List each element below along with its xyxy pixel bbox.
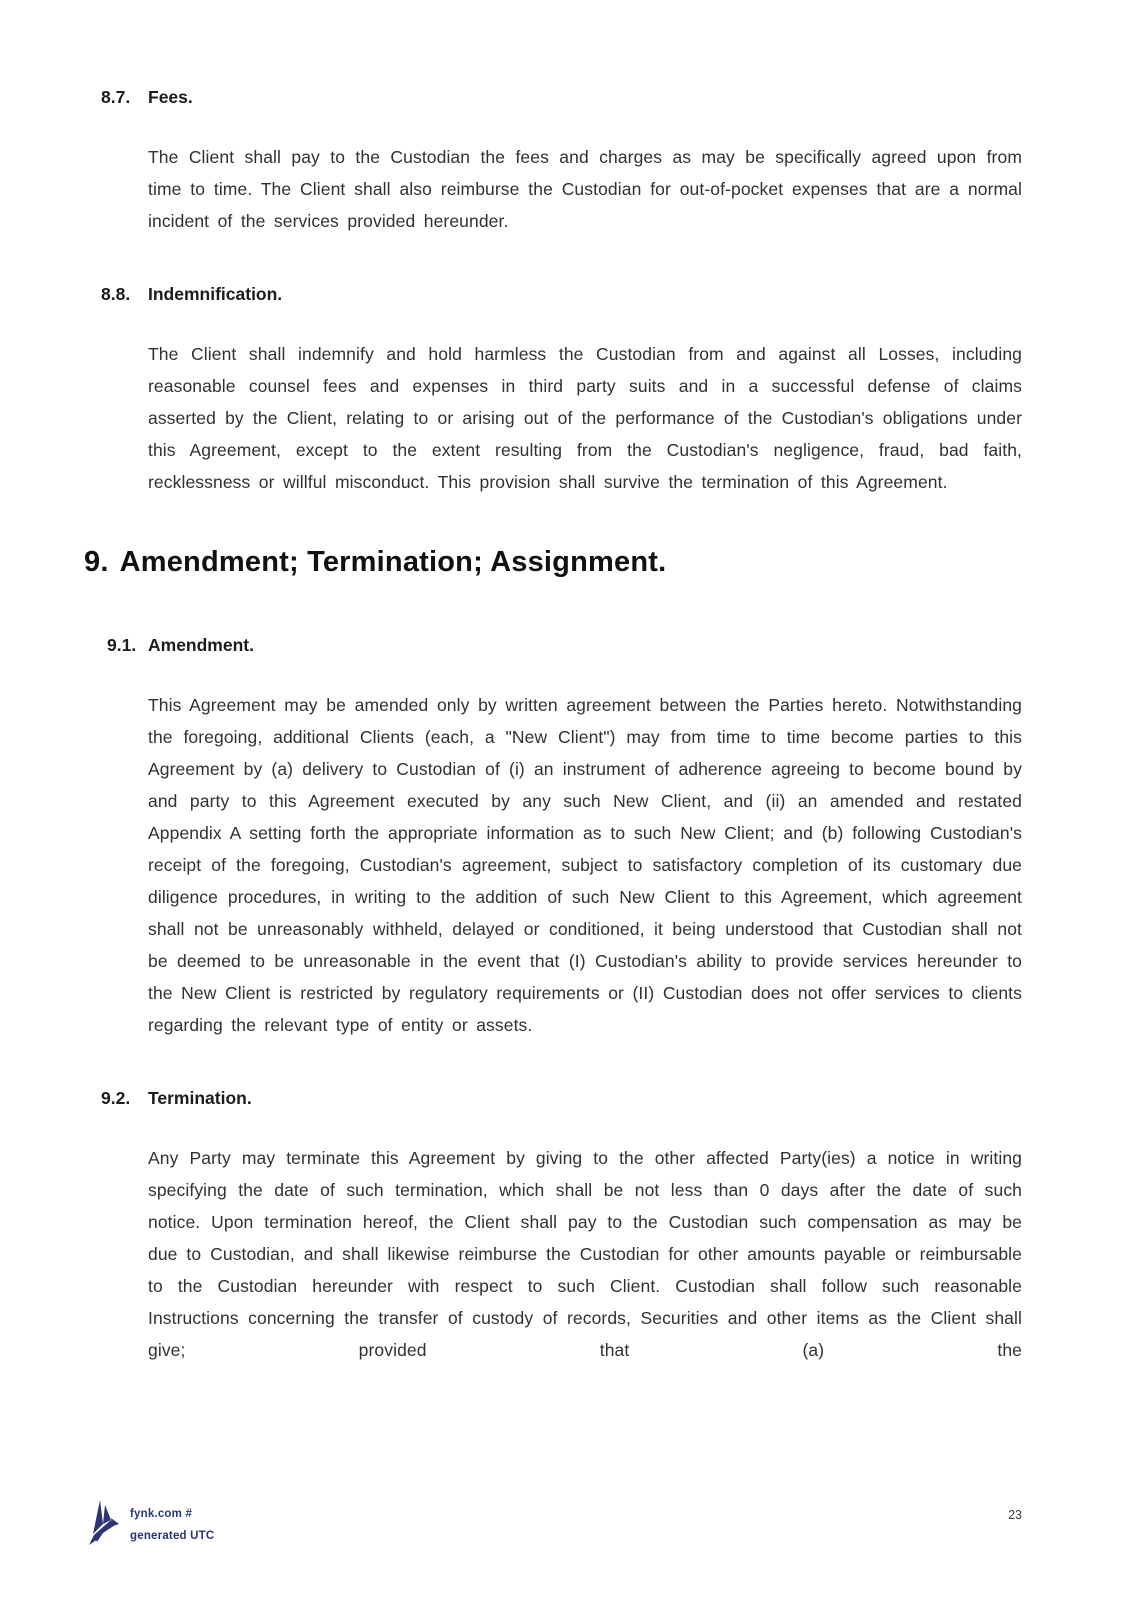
clause-8-7-text: The Client shall pay to the Custodian the fees and charges as may be specifically agreed upon from time to time. The Client shall also reimburse the Custodian for out-of-pocket expenses that are a normal incident of the services provided hereunder. — [148, 147, 1022, 231]
clause-title: Indemnification. — [148, 284, 283, 304]
page-footer — [0, 1498, 1131, 1558]
chapter-9-heading — [84, 544, 1022, 580]
clause-number: 9.2. — [101, 1088, 131, 1108]
clause-number: 9.1. — [107, 635, 137, 655]
clause-8-7 — [101, 86, 1022, 237]
clause-title: Amendment. — [148, 635, 254, 655]
clause-9-2-heading — [101, 1087, 1022, 1109]
clause-8-8 — [101, 283, 1022, 498]
footer-brand-line2: generated UTC — [130, 1530, 215, 1542]
fynk-crane-logo-icon — [89, 1500, 119, 1546]
clause-8-7-heading — [101, 86, 1022, 108]
clause-number: 8.7. — [101, 87, 131, 107]
clause-9-2 — [101, 1087, 1022, 1366]
clause-title: Fees. — [148, 87, 193, 107]
clause-title: Termination. — [148, 1088, 252, 1108]
clause-9-1 — [101, 634, 1022, 1041]
clause-8-8-text: The Client shall indemnify and hold harmless the Custodian from and against all Losses, including reasonable counsel fees and expenses in third party suits and in a successful defense of claims asserted by the Client, relating to or arising out of the performance of the Custodian's obligations under this Agreement, except to the extent resulting from the Custodian's negligence, fraud, bad faith, recklessness or willful misconduct. This provision shall survive the termination of this Agreement. — [148, 344, 1022, 492]
clause-9-1-text: This Agreement may be amended only by written agreement between the Parties hereto. Notwithstanding the foregoing, additional Clients (each, a "New Client") may from time to time become parties to this Agreement by (a) delivery to Custodian of (i) an instrument of adherence agreeing to become bound by and party to this Agreement executed by any such New Client, and (ii) an amended and restated Appendix A setting forth the appropriate information as to such New Client; and (b) following Custodian's receipt of the foregoing, Custodian's agreement, subject to satisfactory completion of its customary due diligence procedures, in writing to the addition of such New Client to this Agreement, which agreement shall not be unreasonably withheld, delayed or conditioned, it being understood that Custodian shall not be deemed to be unreasonable in the event that (I) Custodian's ability to provide services hereunder to the New Client is restricted by regulatory requirements or (II) Custodian does not offer services to clients regarding the relevant type of entity or assets. — [148, 695, 1022, 1035]
chapter-number: 9. — [84, 546, 109, 578]
fynk-brand — [89, 1500, 214, 1547]
footer-brand-line1: fynk.com # — [130, 1508, 193, 1520]
footer-brand-text — [130, 1500, 214, 1547]
clause-9-1-heading — [101, 634, 1022, 656]
clause-number: 8.8. — [101, 284, 131, 304]
chapter-title: Amendment; Termination; Assignment. — [119, 546, 667, 578]
clause-9-2-text: Any Party may terminate this Agreement by giving to the other affected Party(ies) a notice in writing specifying the date of such termination, which shall be not less than 0 days after the date of such notice. Upon termination hereof, the Client shall pay to the Custodian such compensation as may be due to Custodian, and shall likewise reimburse the Custodian for other amounts payable or reimbursable to the Custodian hereunder with respect to such Client. Custodian shall follow such reasonable Instructions concerning the transfer of custody of records, Securities and other items as the Client shall give; provided that (a) the — [148, 1148, 1022, 1360]
clause-8-8-heading — [101, 283, 1022, 305]
page-number: 23 — [1008, 1508, 1022, 1522]
